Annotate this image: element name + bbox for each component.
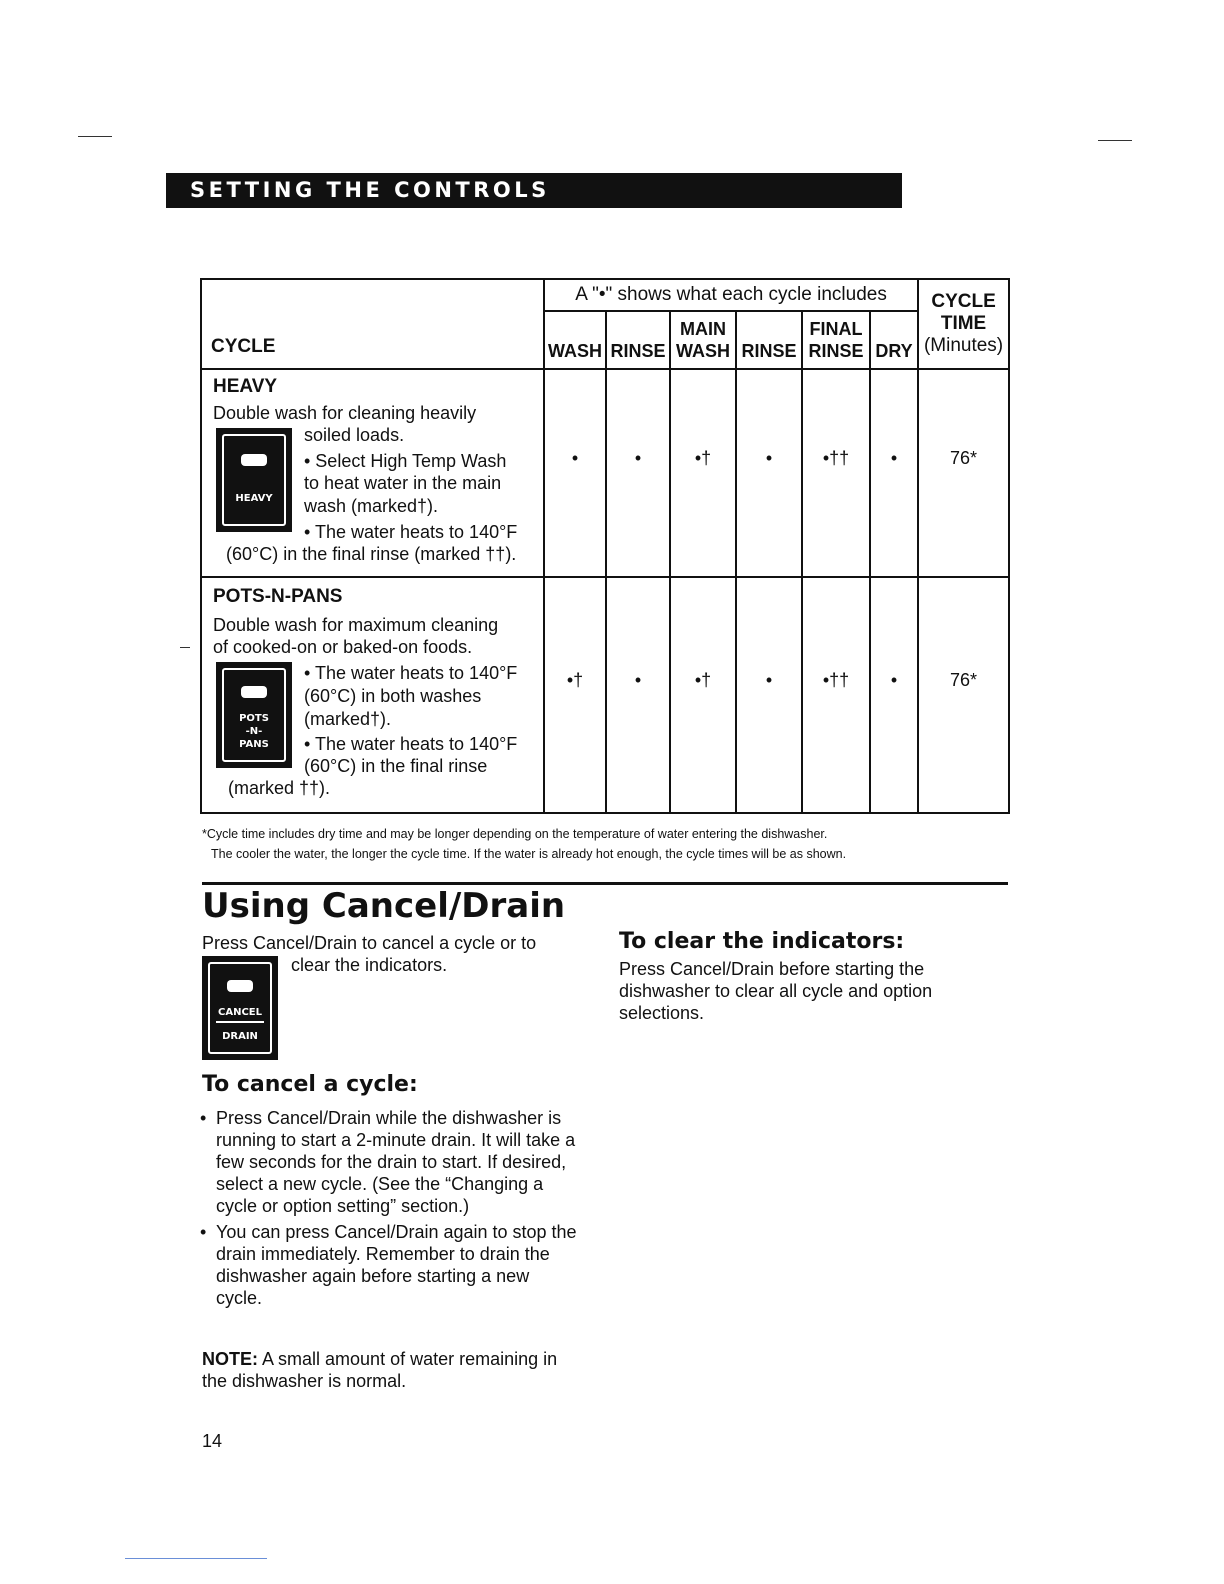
cycle-time-header-unit: (Minutes) <box>923 335 1004 356</box>
mark-wash: • <box>544 369 606 577</box>
heavy-button-icon: HEAVY <box>216 428 292 532</box>
col-header-dry: DRY <box>870 311 918 369</box>
pots-n-pans-button-icon: POTS -N- PANS <box>216 662 292 768</box>
col-header-main-wash: MAIN WASH <box>670 311 736 369</box>
cancel-cycle-title: To cancel a cycle: <box>202 1072 418 1097</box>
includes-header: A "•" shows what each cycle includes <box>544 279 918 311</box>
mark-final-rinse: •†† <box>802 369 870 577</box>
col-header-rinse-2: RINSE <box>736 311 802 369</box>
cycle-desc-line: soiled loads. <box>304 425 405 445</box>
cancel-bullet-list <box>200 1107 580 1309</box>
section-title: Using Cancel/Drain <box>202 886 566 926</box>
mark-main-wash: •† <box>670 577 736 813</box>
col-header-wash: WASH <box>544 311 606 369</box>
mark-rinse: • <box>606 577 670 813</box>
margin-tick <box>180 647 190 648</box>
mark-wash: •† <box>544 577 606 813</box>
cycle-time-header <box>918 279 1009 369</box>
bullet-text: (60°C) in both washes <box>304 686 482 706</box>
bullet-text: (60°C) in the final rinse (marked ††). <box>226 544 517 564</box>
bottom-edge-mark <box>125 1558 267 1559</box>
intro-text: clear the indicators. <box>291 955 448 975</box>
note-body: A small amount of water remaining in the dishwasher is normal. <box>202 1349 558 1391</box>
cycle-description-heavy <box>201 369 544 577</box>
bullet-text: • The water heats to 140°F <box>304 663 518 683</box>
crop-mark-right <box>1098 140 1132 141</box>
table-row <box>201 577 1009 813</box>
bullet-text: to heat water in the main <box>304 473 502 493</box>
clear-indicators-title: To clear the indicators: <box>619 929 905 954</box>
note-label: NOTE: <box>202 1349 258 1369</box>
intro-text: Press Cancel/Drain to cancel a cycle or to <box>202 933 537 953</box>
page-number: 14 <box>202 1431 223 1451</box>
footnote-line-1: *Cycle time includes dry time and may be longer depending on the temperature of water entering the dishwasher. <box>202 827 828 841</box>
mark-final-rinse: •†† <box>802 577 870 813</box>
cycle-description-pots-n-pans <box>201 577 544 813</box>
mark-rinse-2: • <box>736 369 802 577</box>
bullet-text: • The water heats to 140°F <box>304 522 518 542</box>
cycle-name: POTS-N-PANS <box>213 586 343 607</box>
note-text <box>202 1348 582 1392</box>
mark-dry: • <box>870 369 918 577</box>
clear-indicators-text: Press Cancel/Drain before starting the dishwasher to clear all cycle and option selections. <box>619 959 933 1023</box>
bullet-text: • Select High Temp Wash <box>304 451 507 471</box>
section-divider <box>202 882 1008 885</box>
cycle-time-header-line1: CYCLE <box>931 291 996 312</box>
mark-dry: • <box>870 577 918 813</box>
footnote-line-2: The cooler the water, the longer the cycle time. If the water is already hot enough, the cycle times will be as shown. <box>211 847 847 861</box>
cycle-name: HEAVY <box>213 376 278 397</box>
cycle-table <box>200 278 1010 814</box>
cycle-column-header: CYCLE <box>201 279 544 369</box>
cycle-time-header-line2: TIME <box>940 313 987 334</box>
col-header-rinse: RINSE <box>606 311 670 369</box>
col-header-final-rinse: FINAL RINSE <box>802 311 870 369</box>
section-header-bar: SETTING THE CONTROLS <box>166 173 902 208</box>
bullet-text: wash (marked†). <box>304 496 439 516</box>
bullet-text: (marked ††). <box>228 778 331 798</box>
cycle-desc-line: Double wash for cleaning heavily <box>213 403 477 423</box>
table-row <box>201 369 1009 577</box>
mark-rinse-2: • <box>736 577 802 813</box>
crop-mark-left <box>78 136 112 137</box>
bullet-text: (60°C) in the final rinse <box>304 756 488 776</box>
bullet-text: • The water heats to 140°F <box>304 734 518 754</box>
bullet-text: (marked†). <box>304 709 392 729</box>
cycle-desc-line: Double wash for maximum cleaning <box>213 615 499 635</box>
mark-main-wash: •† <box>670 369 736 577</box>
cancel-drain-button-icon: CANCEL DRAIN <box>202 956 278 1060</box>
list-item: • You can press Cancel/Drain again to stop the drain immediately. Remember to drain the dishwasher again before starting a new cycle. <box>200 1221 580 1309</box>
cycle-time-value: 76* <box>918 369 1009 577</box>
mark-rinse: • <box>606 369 670 577</box>
list-item: • Press Cancel/Drain while the dishwasher is running to start a 2-minute drain. It will take a few seconds for the drain to start. If desired, select a new cycle. (See the “Changing a cycle or option setting” section.) <box>200 1107 580 1217</box>
cycle-desc-line: of cooked-on or baked-on foods. <box>213 637 473 657</box>
cycle-time-value: 76* <box>918 577 1009 813</box>
